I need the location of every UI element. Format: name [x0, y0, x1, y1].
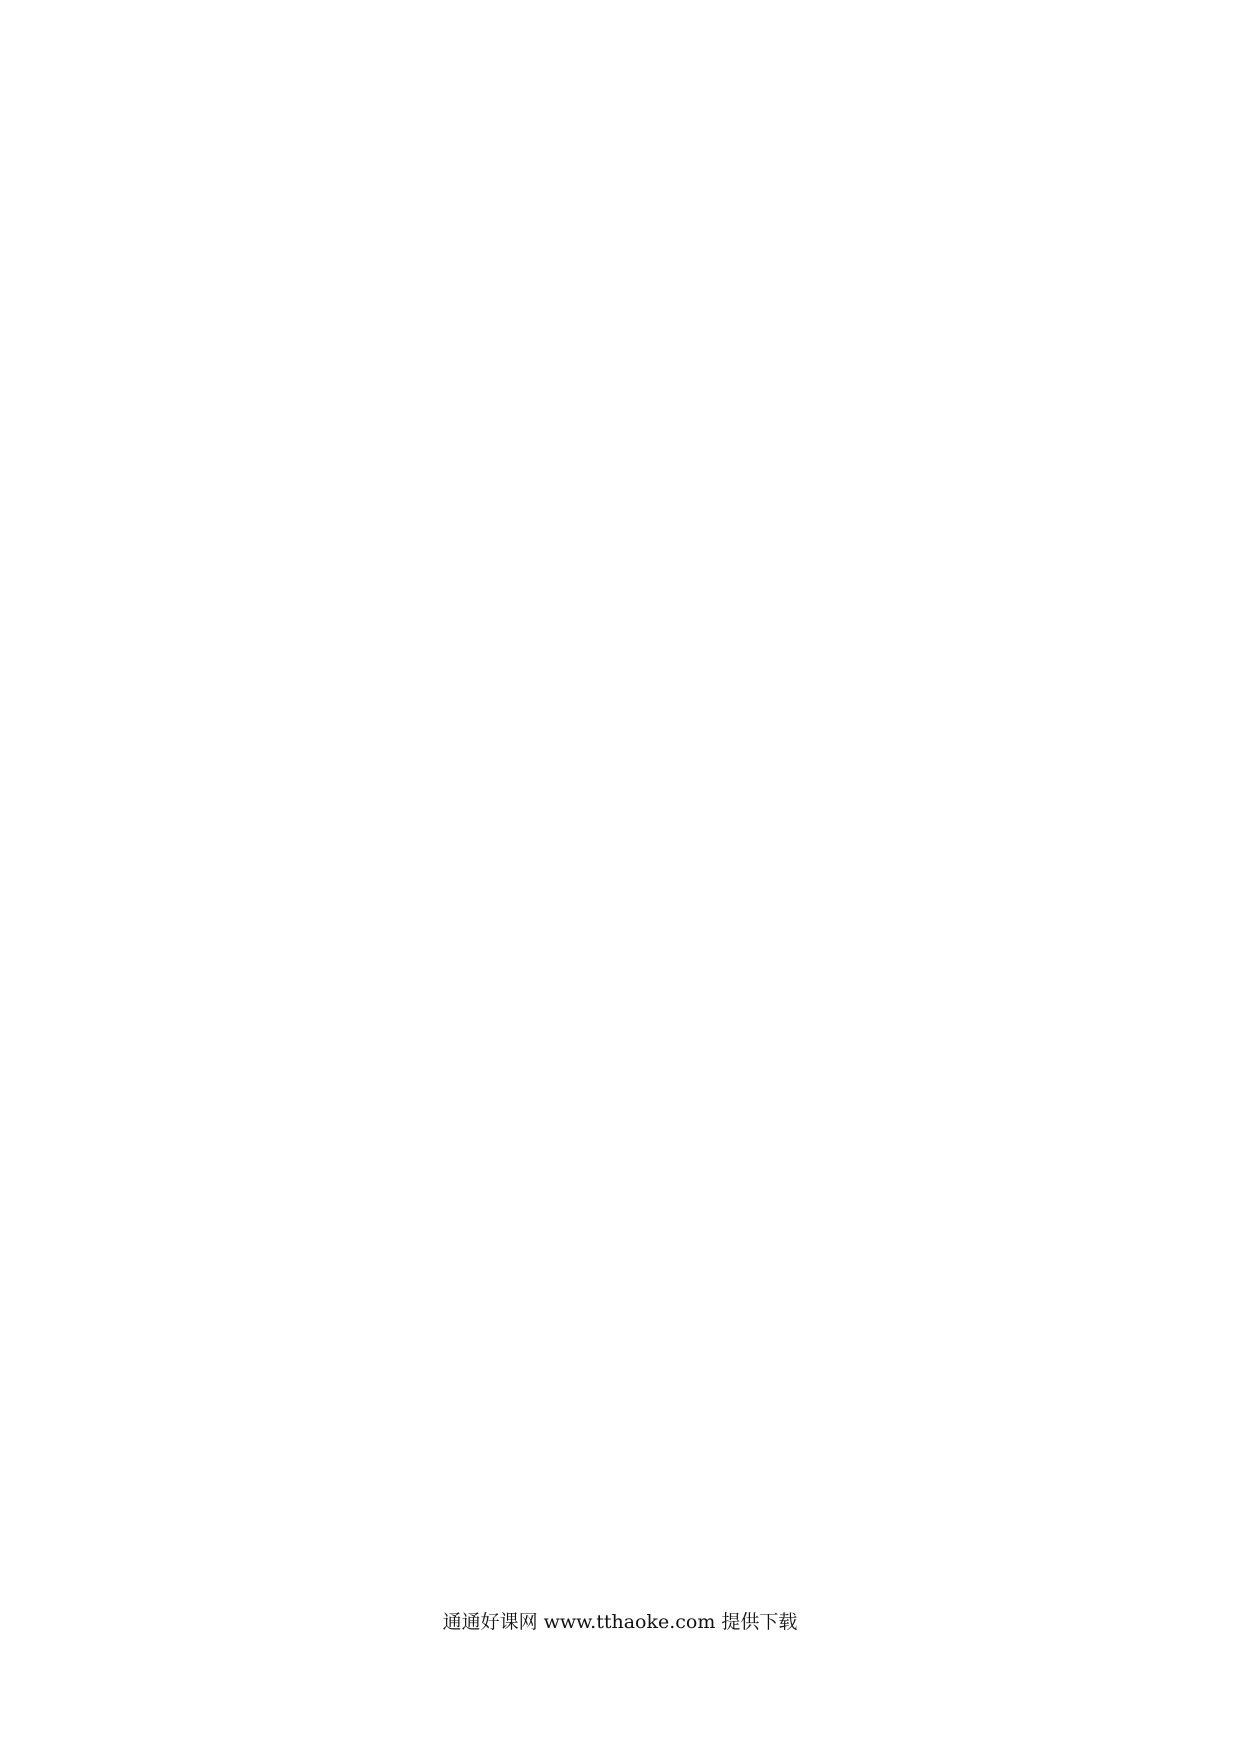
- body-text-block: [185, 150, 1065, 770]
- page-footer: 通通好课网 www.tthaoke.com 提供下载: [442, 1611, 798, 1633]
